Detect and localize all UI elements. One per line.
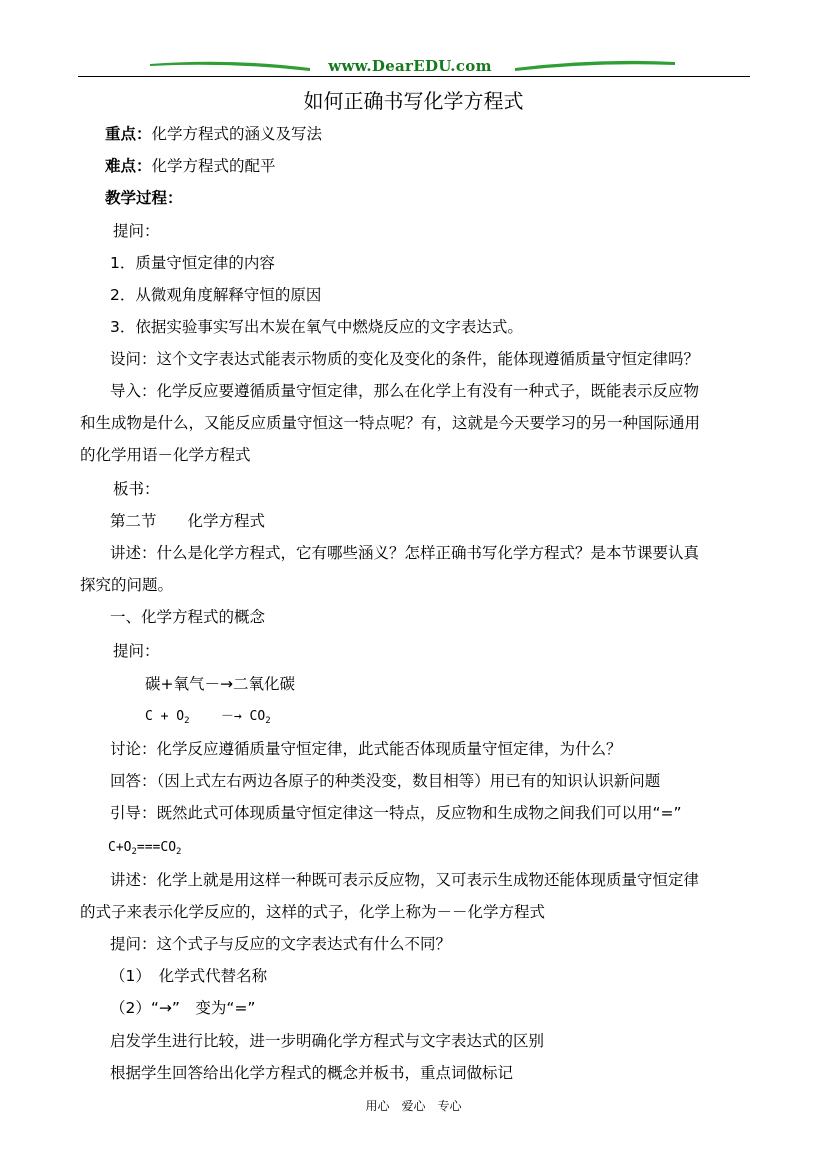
focus-text: 化学方程式的涵义及写法 <box>151 125 323 143</box>
focus-line <box>105 124 322 144</box>
text-line: 和生成物是什么，又能反应质量守恒这一特点呢？有，这就是今天要学习的另一种国际通用 <box>80 414 701 432</box>
text-line: 启发学生进行比较，进一步明确化学方程式与文字表达式的区别 <box>110 1032 545 1050</box>
text-line: 碳+氧气－→二氧化碳 <box>145 675 295 693</box>
text-line: 提问： <box>113 222 160 240</box>
text-line: 一、化学方程式的概念 <box>110 608 266 626</box>
text-line: 板书： <box>113 480 160 498</box>
text-line: 根据学生回答给出化学方程式的概念并板书，重点词做标记 <box>110 1064 514 1082</box>
text-line: （1） 化学式代替名称 <box>110 967 268 985</box>
text-line: 第二节 化学方程式 <box>110 512 266 530</box>
difficulty-line <box>105 156 276 176</box>
focus-label: 重点： <box>105 125 152 143</box>
text-line: 讲述：什么是化学方程式，它有哪些涵义？怎样正确书写化学方程式？是本节课要认真 <box>110 544 700 562</box>
text-line: 提问：这个式子与反应的文字表达式有什么不同？ <box>110 935 452 953</box>
text-line: 讨论：化学反应遵循质量守恒定律，此式能否体现质量守恒定律，为什么？ <box>110 740 622 758</box>
text-line: 讲述：化学上就是用这样一种既可表示反应物，又可表示生成物还能体现质量守恒定律 <box>110 871 700 889</box>
site-logo-text: www.DearEDU.com <box>328 57 492 75</box>
difficulty-label: 难点： <box>105 157 152 175</box>
text-line: 提问： <box>113 642 160 660</box>
text-line: 3．依据实验事实写出木炭在氧气中燃烧反应的文字表达式。 <box>110 318 523 336</box>
text-line: 导入：化学反应要遵循质量守恒定律，那么在化学上有没有一种式子，既能表示反应物 <box>110 382 700 400</box>
text-line: 回答：（因上式左右两边各原子的种类没变，数目相等）用已有的知识认识新问题 <box>110 772 661 790</box>
page-footer: 用心 爱心 专心 <box>365 1099 462 1113</box>
text-line: 设问：这个文字表达式能表示物质的变化及变化的条件，能体现遵循质量守恒定律吗？ <box>110 350 700 368</box>
header-rule <box>78 76 750 77</box>
text-line: 的式子来表示化学反应的，这样的式子，化学上称为－－化学方程式 <box>80 903 546 921</box>
formula-equation-2: $C+O_2===CO_2$ <box>108 840 182 857</box>
text-line: 2．从微观角度解释守恒的原因 <box>110 286 322 304</box>
text-line: 探究的问题。 <box>80 576 174 594</box>
text-line: （2）“→” 变为“=” <box>110 999 256 1017</box>
difficulty-text: 化学方程式的配平 <box>151 157 276 175</box>
text-line: 引导：既然此式可体现质量守恒定律这一特点，反应物和生成物之间我们可以用“=” <box>110 804 682 822</box>
text-line: 1．质量守恒定律的内容 <box>110 254 275 272</box>
formula-equation-1: $C + O_2$ －→ $CO_2$ <box>145 709 271 726</box>
text-line: 的化学用语－化学方程式 <box>80 446 251 464</box>
page-title: 如何正确书写化学方程式 <box>303 89 524 113</box>
process-label: 教学过程： <box>105 189 183 207</box>
